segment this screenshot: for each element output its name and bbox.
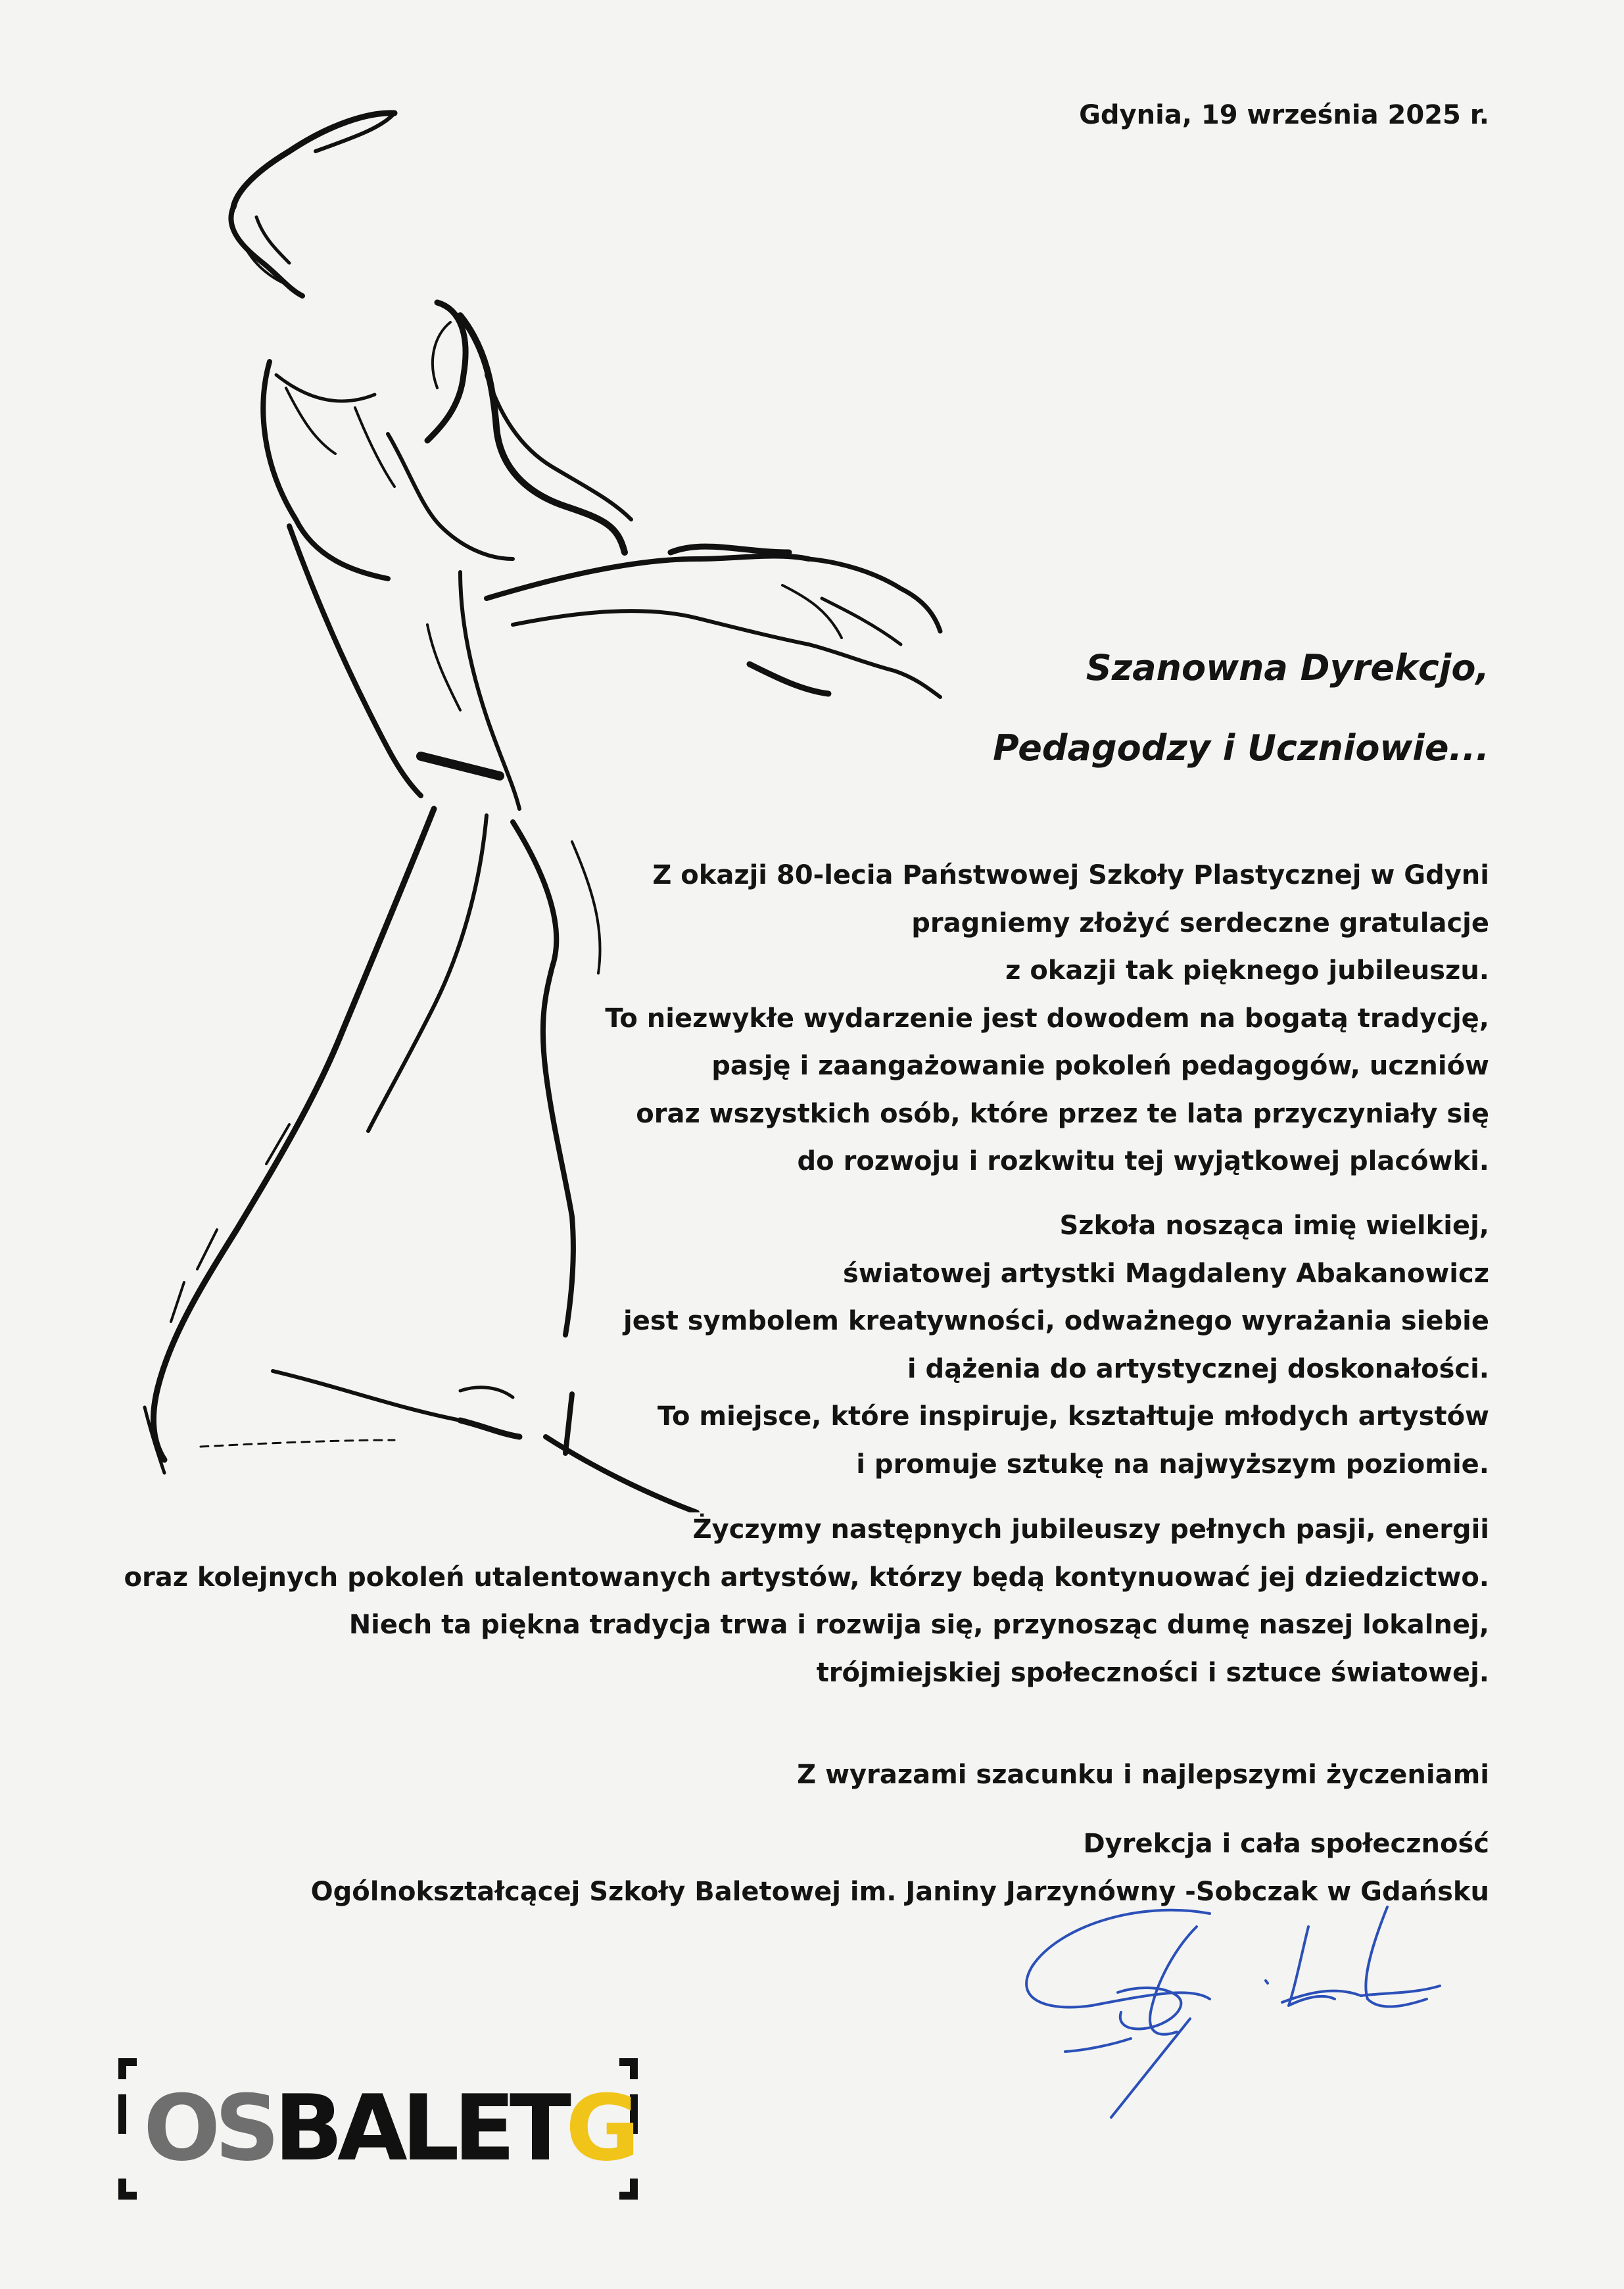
text-line: oraz wszystkich osób, które przez te lata przyczyniały się — [636, 1098, 1489, 1129]
body-paragraph-1 — [605, 852, 1489, 1186]
body-paragraph-3 — [124, 1506, 1489, 1697]
text-line: Szkoła nosząca imię wielkiej, — [1059, 1211, 1489, 1241]
text-line: Z okazji 80-lecia Państwowej Szkoły Plastycznej w Gdyni — [652, 860, 1489, 890]
logo-part-os: OS — [143, 2075, 274, 2181]
text-line: światowej artystki Magdaleny Abakanowicz — [842, 1258, 1489, 1289]
greeting — [993, 628, 1489, 788]
body-paragraph-2 — [623, 1202, 1489, 1488]
greeting-line: Pedagodzy i Uczniowie... — [993, 727, 1489, 769]
text-line: Niech ta piękna tradycja trwa i rozwija się, przynosząc dumę naszej lokalnej, — [348, 1610, 1489, 1640]
text-line: oraz kolejnych pokoleń utalentowanych artystów, którzy będą kontynuować jej dziedzictwo. — [124, 1562, 1489, 1593]
text-line: jest symbolem kreatywności, odważnego wyrażania siebie — [623, 1306, 1489, 1336]
logo-wordmark — [143, 2073, 634, 2184]
text-line: trójmiejskiej społeczności i sztuce światowej. — [816, 1657, 1489, 1688]
school-logo — [118, 2058, 638, 2200]
text-line: pasję i zaangażowanie pokoleń pedagogów, uczniów — [711, 1051, 1489, 1081]
text-line: pragniemy złożyć serdeczne gratulacje — [911, 907, 1489, 938]
text-line: Życzymy następnych jubileuszy pełnych pasji, energii — [692, 1514, 1489, 1545]
handwritten-signature-icon — [993, 1887, 1453, 2124]
logo-part-g: G — [565, 2075, 634, 2181]
text-line: z okazji tak pięknego jubileuszu. — [1005, 955, 1489, 986]
signoff-line: Dyrekcja i cała społeczność — [1083, 1829, 1489, 1859]
text-line: do rozwoju i rozkwitu tej wyjątkowej placówki. — [797, 1146, 1489, 1176]
text-line: i dążenia do artystycznej doskonałości. — [907, 1353, 1489, 1384]
logo-part-balet: BALET — [274, 2075, 566, 2181]
signoff-line: Ogólnokształcącej Szkoły Baletowej im. Janiny Jarzynówny -Sobczak w Gdańsku — [310, 1876, 1489, 1907]
closing-phrase: Z wyrazami szacunku i najlepszymi życzeniami — [797, 1760, 1489, 1790]
letter-date: Gdynia, 19 września 2025 r. — [1079, 100, 1489, 130]
text-line: To miejsce, które inspiruje, kształtuje młodych artystów — [657, 1401, 1489, 1432]
text-line: i promuje sztukę na najwyższym poziomie. — [856, 1449, 1489, 1480]
text-line: To niezwykłe wydarzenie jest dowodem na bogatą tradycję, — [605, 1003, 1489, 1034]
greeting-line: Szanowna Dyrekcjo, — [1086, 647, 1489, 688]
